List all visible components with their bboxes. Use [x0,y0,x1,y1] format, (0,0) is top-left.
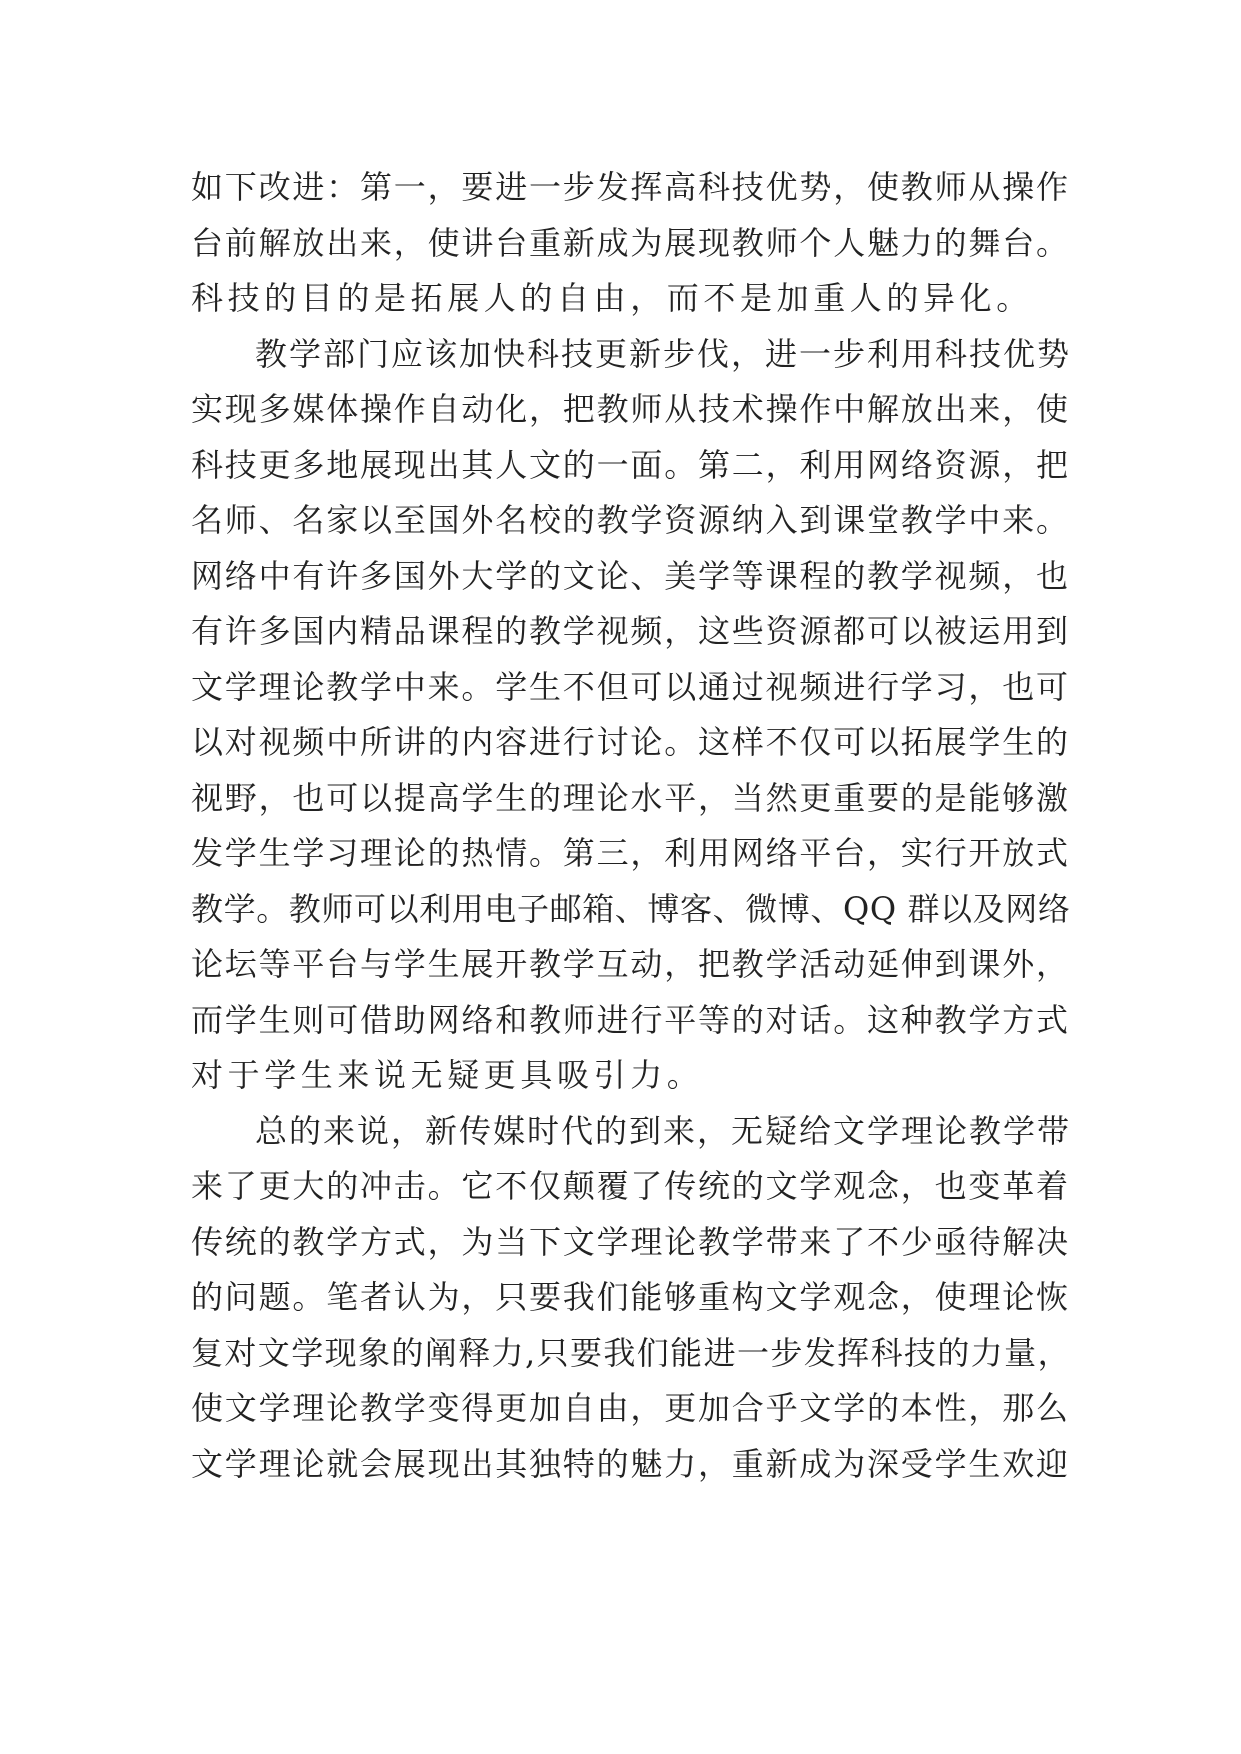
paragraph-first-line: 总的来说，新传媒时代的到来，无疑给文学理论教学带 [255,1111,1072,1150]
text-line: 文学理论就会展现出其独特的魅力，重新成为深受学生欢迎 [191,1444,1070,1483]
text-line: 实现多媒体操作自动化，把教师从技术操作中解放出来，使 [191,390,1070,428]
text-line: 传统的教学方式，为当下文学理论教学带来了不少亟待解决 [191,1222,1070,1261]
text-line: 科技更多地展现出其人文的一面。第二，利用网络资源，把 [191,445,1070,484]
text-line: 来了更大的冲击。它不仅颠覆了传统的文学观念，也变革着 [191,1167,1070,1205]
text-line: 论坛等平台与学生展开教学互动，把教学活动延伸到课外， [191,945,1070,983]
text-line: 使文学理论教学变得更加自由，更加合乎文学的本性，那么 [191,1389,1070,1427]
body-text [191,160,1071,1492]
text-line: 视野，也可以提高学生的理论水平，当然更重要的是能够激 [191,778,1070,817]
text-line: 名师、名家以至国外名校的教学资源纳入到课堂教学中来。 [191,501,1070,539]
text-line: 对于学生来说无疑更具吸引力。 [191,1056,704,1094]
text-line: 如下改进：第一，要进一步发挥高科技优势，使教师从操作 [191,168,1070,206]
text-line: 发学生学习理论的热情。第三，利用网络平台，实行开放式 [191,834,1070,872]
text-line: 有许多国内精品课程的教学视频，这些资源都可以被运用到 [191,612,1070,650]
text-line: 教学。教师可以利用电子邮箱、博客、微博、QQ 群以及网络 [191,889,1071,928]
text-line: 文学理论教学中来。学生不但可以通过视频进行学习，也可 [191,667,1070,706]
text-line: 而学生则可借助网络和教师进行平等的对话。这种教学方式 [191,1000,1070,1039]
text-line: 以对视频中所讲的内容进行讨论。这样不仅可以拓展学生的 [191,723,1070,761]
text-line: 网络中有许多国外大学的文论、美学等课程的教学视频，也 [191,556,1070,595]
text-line: 复对文学现象的阐释力,只要我们能进一步发挥科技的力量， [191,1333,1071,1372]
paragraph-first-line: 教学部门应该加快科技更新步伐，进一步利用科技优势 [255,334,1072,373]
text-line: 台前解放出来，使讲台重新成为展现教师个人魅力的舞台。 [191,223,1070,262]
text-line: 的问题。笔者认为，只要我们能够重构文学观念，使理论恢 [191,1278,1070,1316]
text-line: 科技的目的是拓展人的自由，而不是加重人的异化。 [191,279,1033,317]
